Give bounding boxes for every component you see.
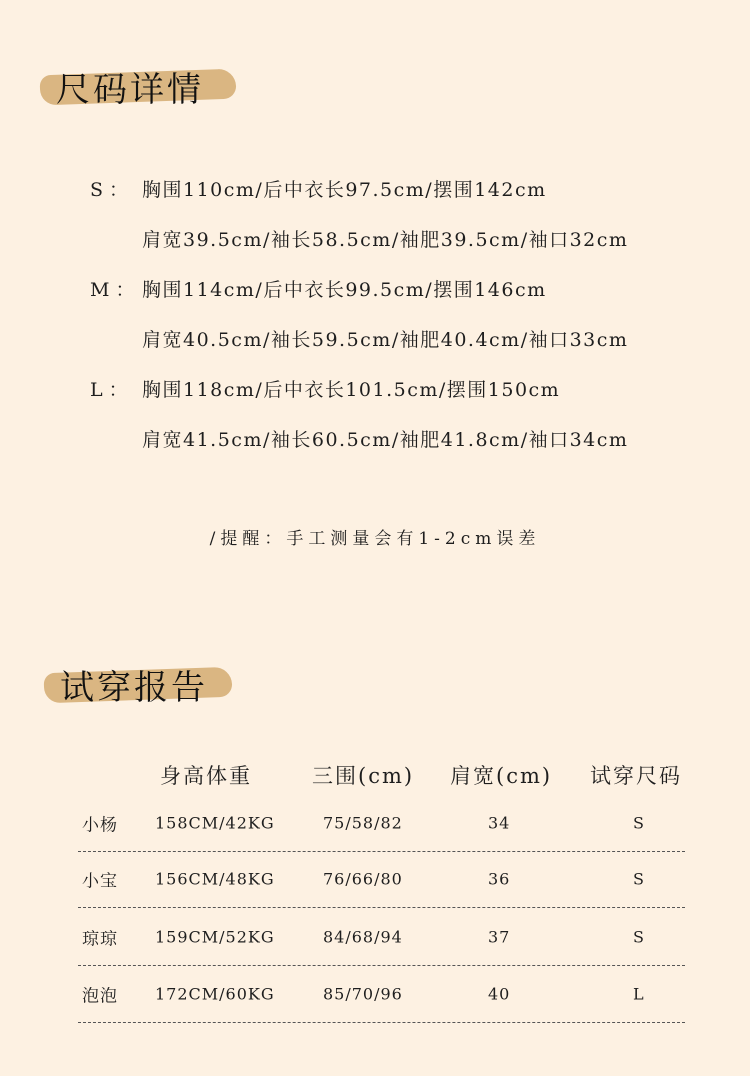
fit-size: S <box>633 813 645 833</box>
height-weight: 159CM/52KG <box>155 927 275 946</box>
tester-name: 泡泡 <box>82 986 118 1007</box>
tester-name: 小杨 <box>82 815 118 836</box>
measurements: 84/68/94 <box>323 927 403 946</box>
fitting-report-title: 试穿报告 <box>60 668 208 708</box>
shoulder-width: 40 <box>488 984 511 1004</box>
size-l-line1: 胸围118cm/后中衣长101.5cm/摆围150cm <box>142 379 561 401</box>
fit-size: S <box>633 869 645 889</box>
table-row <box>78 795 685 852</box>
shoulder-width: 34 <box>488 813 511 833</box>
measurements: 76/66/80 <box>323 869 403 889</box>
size-label-s: S ： <box>90 179 129 201</box>
height-weight: 156CM/48KG <box>155 869 275 889</box>
header-measurements: 三围(cm) <box>312 764 415 788</box>
header-shoulder: 肩宽(cm) <box>450 764 553 788</box>
shoulder-width: 37 <box>488 927 511 946</box>
size-m-line1: 胸围114cm/后中衣长99.5cm/摆围146cm <box>142 279 547 301</box>
height-weight: 172CM/60KG <box>155 984 275 1004</box>
tester-name: 小宝 <box>82 871 118 892</box>
size-m-line2: 肩宽40.5cm/袖长59.5cm/袖肥40.4cm/袖口33cm <box>142 329 629 351</box>
size-label-m: M ： <box>90 279 135 301</box>
measurement-note: /提醒：手工测量会有1-2cm误差 <box>209 529 541 549</box>
height-weight: 158CM/42KG <box>155 813 275 833</box>
measurements: 75/58/82 <box>323 813 403 833</box>
fit-size: L <box>633 984 645 1004</box>
table-row <box>78 908 685 966</box>
size-details-title: 尺码详情 <box>56 70 204 110</box>
fit-size: S <box>633 927 645 946</box>
size-l-line2: 肩宽41.5cm/袖长60.5cm/袖肥41.8cm/袖口34cm <box>142 429 629 451</box>
header-fit-size: 试穿尺码 <box>590 764 682 788</box>
shoulder-width: 36 <box>488 869 511 889</box>
table-row <box>78 966 685 1023</box>
size-label-l: L ： <box>90 379 128 401</box>
tester-name: 琼琼 <box>82 929 118 949</box>
size-s-line1: 胸围110cm/后中衣长97.5cm/摆围142cm <box>142 179 547 201</box>
table-row <box>78 851 685 908</box>
size-s-line2: 肩宽39.5cm/袖长58.5cm/袖肥39.5cm/袖口32cm <box>142 229 629 251</box>
header-height-weight: 身高体重 <box>160 764 252 788</box>
measurements: 85/70/96 <box>323 984 403 1004</box>
